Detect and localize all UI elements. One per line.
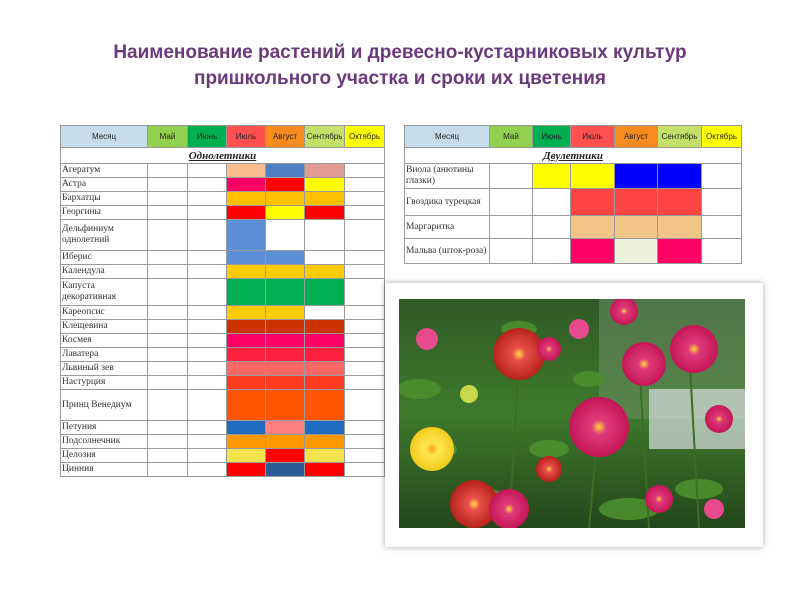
bloom-cell [305,421,345,435]
plant-name: Маргаритка [405,216,490,239]
bloom-cell [490,239,533,264]
title-line-2: пришкольного участка и сроки их цветения [193,68,607,89]
section-title: Однолетники [61,148,385,164]
plant-row [61,220,385,251]
header-month-3: Июль [227,126,266,148]
bloom-cell [345,334,385,348]
bloom-cell [305,320,345,334]
bloom-cell [345,206,385,220]
bloom-cell [188,164,227,178]
plant-row [61,435,385,449]
biennial-flowering-table [404,125,742,264]
plant-row [61,421,385,435]
bloom-cell [345,279,385,306]
bloom-cell [615,216,658,239]
bloom-cell [188,376,227,390]
bloom-cell [702,239,742,264]
bloom-cell [148,348,188,362]
bloom-cell [266,390,305,421]
bloom-cell [148,334,188,348]
plant-row [61,265,385,279]
bloom-cell [490,164,533,189]
plant-row [61,279,385,306]
bloom-cell [148,376,188,390]
header-row [61,126,385,148]
plant-row [61,192,385,206]
bloom-cell [305,334,345,348]
bloom-cell [148,265,188,279]
plant-row [61,320,385,334]
bloom-cell [148,362,188,376]
bloom-cell [227,251,266,265]
bloom-cell [305,376,345,390]
bloom-cell [305,220,345,251]
plant-row [405,164,742,189]
plant-name: Львиный зев [61,362,148,376]
bloom-cell [490,216,533,239]
bloom-cell [227,376,266,390]
plant-name: Целозия [61,449,148,463]
bloom-cell [148,164,188,178]
bloom-cell [345,320,385,334]
plant-row [61,463,385,477]
bloom-cell [227,421,266,435]
bloom-cell [533,216,571,239]
bloom-cell [345,362,385,376]
header-month-label: Месяц [405,126,490,148]
dahlia-flowers-photo [399,299,745,528]
bloom-cell [533,189,571,216]
bloom-cell [345,376,385,390]
bloom-cell [148,463,188,477]
bloom-cell [533,239,571,264]
bloom-cell [188,421,227,435]
bloom-cell [188,334,227,348]
bloom-cell [188,348,227,362]
bloom-cell [148,320,188,334]
bloom-cell [305,192,345,206]
bloom-cell [305,178,345,192]
bloom-cell [305,279,345,306]
bloom-cell [658,216,702,239]
plant-name: Принц Венедиум [61,390,148,421]
plant-row [61,178,385,192]
plant-row [61,206,385,220]
bloom-cell [266,279,305,306]
bloom-cell [227,362,266,376]
plant-row [61,251,385,265]
bloom-cell [188,251,227,265]
bloom-cell [345,251,385,265]
plant-name: Астра [61,178,148,192]
plant-row [61,306,385,320]
plant-name: Виола (анютины глазки) [405,164,490,189]
bloom-cell [227,164,266,178]
plant-name: Подсолнечник [61,435,148,449]
bloom-cell [345,192,385,206]
bloom-cell [266,449,305,463]
plant-row [61,334,385,348]
bloom-cell [148,435,188,449]
plant-name: Капуста декоративная [61,279,148,306]
bloom-cell [266,463,305,477]
plant-row [61,390,385,421]
bloom-cell [227,306,266,320]
plant-name: Клещевина [61,320,148,334]
plant-row [61,362,385,376]
header-month-2: Июнь [533,126,571,148]
bloom-cell [188,449,227,463]
plant-row [405,239,742,264]
bloom-cell [305,362,345,376]
bloom-cell [305,206,345,220]
bloom-cell [148,449,188,463]
header-month-4: Август [615,126,658,148]
bloom-cell [188,320,227,334]
bloom-cell [266,334,305,348]
section-row [61,148,385,164]
bloom-cell [658,189,702,216]
bloom-cell [702,189,742,216]
plant-name: Космея [61,334,148,348]
bloom-cell [615,164,658,189]
bloom-cell [345,348,385,362]
plant-name: Гвоздика турецкая [405,189,490,216]
bloom-cell [571,239,615,264]
bloom-cell [266,206,305,220]
bloom-cell [345,463,385,477]
annual-flowering-table [60,125,385,477]
header-month-6: Октябрь [702,126,742,148]
bloom-cell [188,220,227,251]
bloom-cell [345,265,385,279]
bloom-cell [266,306,305,320]
bloom-cell [148,178,188,192]
header-month-1: Май [490,126,533,148]
bloom-cell [227,279,266,306]
bloom-cell [148,206,188,220]
bloom-cell [345,449,385,463]
plant-row [61,449,385,463]
bloom-cell [266,320,305,334]
bloom-cell [266,348,305,362]
bloom-cell [227,206,266,220]
bloom-cell [188,178,227,192]
plant-row [61,164,385,178]
plant-name: Агератум [61,164,148,178]
title-line-1: Наименование растений и древесно-кустарниковых культур [113,42,687,63]
plant-name: Петуния [61,421,148,435]
bloom-cell [188,463,227,477]
bloom-cell [227,334,266,348]
plant-name: Настурция [61,376,148,390]
bloom-cell [305,306,345,320]
bloom-cell [227,220,266,251]
bloom-cell [227,178,266,192]
bloom-cell [227,265,266,279]
bloom-cell [148,421,188,435]
plant-row [405,189,742,216]
header-month-label: Месяц [61,126,148,148]
bloom-cell [658,239,702,264]
bloom-cell [188,265,227,279]
header-month-6: Октябрь [345,126,385,148]
bloom-cell [266,220,305,251]
section-title: Двулетники [405,148,742,164]
bloom-cell [345,220,385,251]
plant-row [61,348,385,362]
bloom-cell [571,216,615,239]
bloom-cell [571,164,615,189]
header-month-1: Май [148,126,188,148]
bloom-cell [345,421,385,435]
bloom-cell [571,189,615,216]
bloom-cell [188,206,227,220]
bloom-cell [188,390,227,421]
bloom-cell [305,251,345,265]
bloom-cell [305,435,345,449]
bloom-cell [266,164,305,178]
plant-name: Лаватера [61,348,148,362]
plant-name: Календула [61,265,148,279]
bloom-cell [266,251,305,265]
dahlia-photo-frame [385,283,763,547]
header-month-5: Сентябрь [305,126,345,148]
bloom-cell [227,463,266,477]
bloom-cell [345,390,385,421]
header-row [405,126,742,148]
bloom-cell [148,251,188,265]
bloom-cell [266,435,305,449]
bloom-cell [658,164,702,189]
bloom-cell [266,178,305,192]
header-month-2: Июнь [188,126,227,148]
bloom-cell [148,279,188,306]
bloom-cell [615,189,658,216]
page-title [60,40,740,92]
section-row [405,148,742,164]
header-month-5: Сентябрь [658,126,702,148]
plant-name: Бархатцы [61,192,148,206]
bloom-cell [702,216,742,239]
bloom-cell [305,348,345,362]
bloom-cell [148,390,188,421]
bloom-cell [227,435,266,449]
bloom-cell [188,306,227,320]
plant-row [61,376,385,390]
plant-name: Мальва (шток-роза) [405,239,490,264]
plant-name: Кареопсис [61,306,148,320]
plant-name: Дельфиниум однолетний [61,220,148,251]
bloom-cell [345,164,385,178]
bloom-cell [266,265,305,279]
bloom-cell [615,239,658,264]
bloom-cell [227,320,266,334]
bloom-cell [188,192,227,206]
bloom-cell [266,421,305,435]
plant-row [405,216,742,239]
header-month-4: Август [266,126,305,148]
bloom-cell [533,164,571,189]
bloom-cell [227,348,266,362]
plant-name: Цинния [61,463,148,477]
bloom-cell [305,164,345,178]
bloom-cell [266,376,305,390]
bloom-cell [227,192,266,206]
bloom-cell [305,463,345,477]
bloom-cell [345,435,385,449]
bloom-cell [227,449,266,463]
plant-name: Георгины [61,206,148,220]
bloom-cell [266,192,305,206]
bloom-cell [490,189,533,216]
bloom-cell [148,220,188,251]
bloom-cell [148,306,188,320]
bloom-cell [702,164,742,189]
bloom-cell [345,306,385,320]
bloom-cell [305,265,345,279]
plant-name: Иберис [61,251,148,265]
bloom-cell [305,390,345,421]
bloom-cell [148,192,188,206]
bloom-cell [227,390,266,421]
bloom-cell [345,178,385,192]
header-month-3: Июль [571,126,615,148]
bloom-cell [188,362,227,376]
bloom-cell [188,435,227,449]
bloom-cell [305,449,345,463]
bloom-cell [266,362,305,376]
bloom-cell [188,279,227,306]
